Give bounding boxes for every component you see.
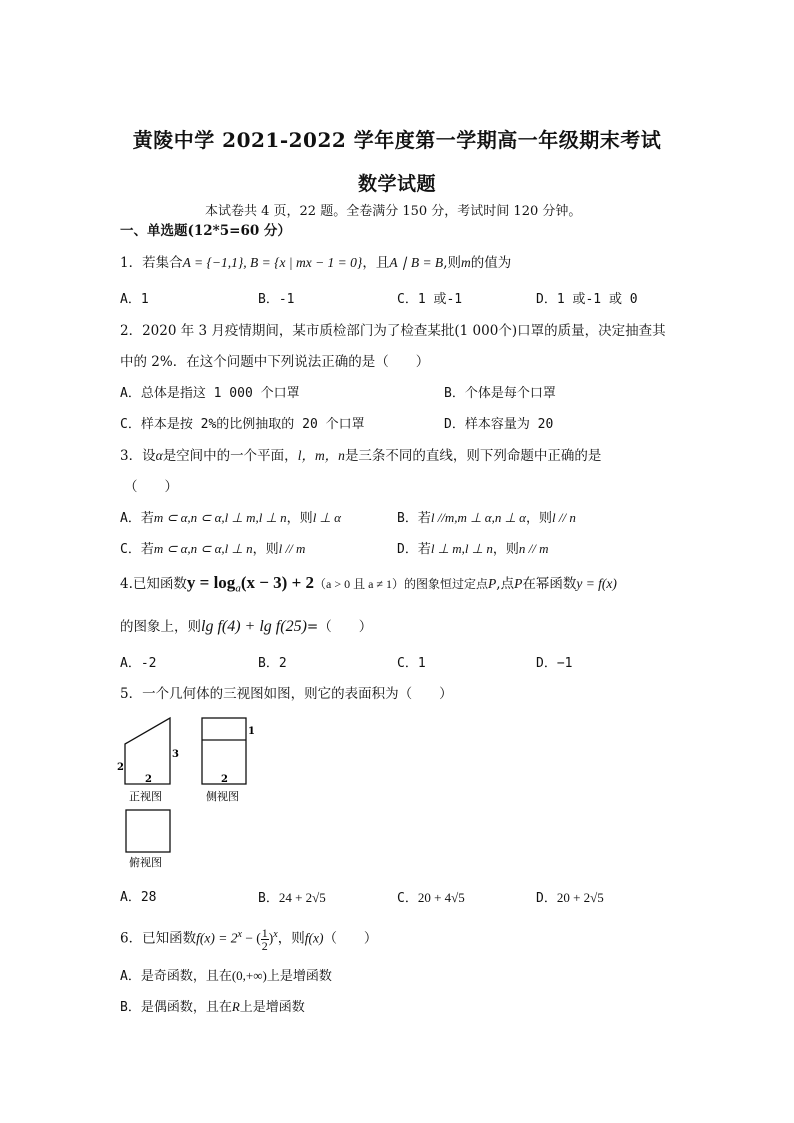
- q1-prefix: 1．若集合: [120, 255, 183, 271]
- q3-d-result: n // m: [518, 541, 549, 556]
- q5-b-label: B．: [258, 891, 279, 906]
- q6-option-a[interactable]: [120, 967, 332, 986]
- q6-mid: ，则: [277, 930, 305, 947]
- q6-a-prefix: A．是奇函数，且在: [120, 969, 232, 984]
- q6-fraction: [261, 927, 269, 952]
- q6-fx: f(x): [304, 930, 324, 946]
- q3-option-a[interactable]: [120, 509, 341, 528]
- q4-option-c[interactable]: C．1: [397, 656, 426, 671]
- exam-subtitle: 数学试题: [357, 173, 436, 195]
- q4-option-d[interactable]: D．−1: [536, 656, 573, 671]
- front-bottom-dim: 2: [145, 774, 152, 785]
- q1-condition: A ∣ B = B: [389, 255, 444, 270]
- q1-mid: ，且: [362, 255, 390, 271]
- side-view-label: 侧视图: [206, 790, 239, 803]
- q6-close: ): [268, 930, 274, 946]
- q3-mid: 是空间中的一个平面，: [162, 448, 298, 464]
- question-5: 5．一个几何体的三视图如图，则它的表面积为（ ）: [120, 686, 453, 702]
- question-1: [120, 254, 511, 272]
- q6-end: （ ）: [323, 930, 378, 947]
- q4-mid: ,点: [496, 576, 515, 592]
- q4-expression: lg f(4) + lg f(25): [201, 618, 307, 635]
- q4-line2-prefix: 的图象上，则: [120, 619, 201, 635]
- q1-end: 的值为: [470, 255, 512, 271]
- q3-b-tail: ，则: [526, 511, 553, 526]
- side-top-dim: 1: [248, 726, 255, 737]
- q4-condition: （a > 0 且 a ≠ 1）的图象恒过定点: [314, 577, 489, 591]
- top-view-shape: [126, 810, 170, 852]
- q4-base: a: [235, 582, 241, 595]
- q4-line2-end: =（ ）: [306, 619, 373, 635]
- q4-point-p: P: [488, 576, 497, 591]
- question-4-line2: [120, 618, 372, 636]
- q3-option-d[interactable]: [397, 540, 548, 559]
- q3-b-math: l //m,m ⊥ α,n ⊥ α: [430, 510, 526, 525]
- q5-d-label: D．: [536, 891, 557, 906]
- q6-func: f(x) = 2: [196, 930, 238, 946]
- q6-b-math: R: [231, 999, 240, 1014]
- q3-end: 是三条不同的直线，则下列命题中正确的是: [344, 448, 602, 464]
- q4-func-tail: (x − 3) + 2: [240, 573, 315, 592]
- question-6: [120, 926, 377, 952]
- q3-option-b[interactable]: [397, 509, 576, 528]
- q1-set-b: , B = {x | mx − 1 = 0}: [243, 255, 363, 270]
- q6-minus: − (: [241, 930, 261, 946]
- q6-frac-num: 1: [261, 925, 268, 940]
- q2-option-c[interactable]: C．样本是按 2%的比例抽取的 20 个口罩: [120, 417, 365, 432]
- q5-c-math: 20 + 4√5: [417, 890, 465, 905]
- front-view-label: 正视图: [129, 790, 162, 803]
- q1-option-d[interactable]: D．1 或-1 或 0: [536, 292, 638, 307]
- q4-point-p2: P: [514, 576, 523, 591]
- q1-suffix: ,则: [443, 255, 461, 271]
- q5-b-math: 24 + 2√5: [278, 890, 326, 905]
- q5-option-d[interactable]: [536, 889, 604, 908]
- q3-d-label: D．若: [397, 542, 431, 557]
- q5-option-b[interactable]: [258, 889, 326, 908]
- front-left-dim: 2: [117, 762, 124, 773]
- q3-a-label: A．若: [120, 511, 154, 526]
- q6-b-end: 上是增函数: [239, 1000, 305, 1015]
- q6-a-end: 上是增函数: [266, 969, 332, 984]
- q4-prefix: 4.已知函数: [120, 576, 187, 592]
- q5-option-c[interactable]: [397, 889, 465, 908]
- q4-option-b[interactable]: B．2: [258, 656, 287, 671]
- q6-a-math: (0,+∞): [231, 968, 267, 983]
- q3-option-c[interactable]: [120, 540, 305, 559]
- q1-option-b[interactable]: B．-1: [258, 292, 295, 307]
- q3-c-tail: ，则: [252, 542, 279, 557]
- question-2-line2: 中的 2%．在这个问题中下列说法正确的是（ ）: [120, 354, 430, 370]
- q3-b-result: l // n: [552, 510, 576, 525]
- q3-a-result: l ⊥ α: [312, 510, 341, 525]
- question-4-line1: [120, 574, 617, 598]
- q3-d-math: l ⊥ m,l ⊥ n: [430, 541, 493, 556]
- q1-option-a[interactable]: A．1: [120, 292, 149, 307]
- q3-a-math: m ⊂ α,n ⊂ α,l ⊥ m,l ⊥ n: [153, 510, 287, 525]
- q6-frac-den: 2: [261, 938, 268, 953]
- three-view-figure: [112, 712, 262, 872]
- q4-func: y = log: [186, 573, 236, 592]
- question-3: [120, 447, 601, 465]
- q1-option-c[interactable]: C．1 或-1: [397, 292, 463, 307]
- exam-title: 黄陵中学 2021-2022 学年度第一学期高一年级期末考试: [132, 128, 662, 152]
- q3-alpha: α: [155, 448, 163, 463]
- q1-set-a: A = {−1,1}: [182, 255, 244, 270]
- q6-exp2: x: [273, 929, 278, 940]
- q3-c-label: C．若: [120, 542, 154, 557]
- q3-d-tail: ，则: [492, 542, 519, 557]
- q5-c-label: C．: [397, 891, 418, 906]
- q3-c-math: m ⊂ α,n ⊂ α,l ⊥ n: [153, 541, 253, 556]
- q3-c-result: l // m: [278, 541, 306, 556]
- q6-prefix: 6．已知函数: [120, 930, 197, 947]
- q2-option-d[interactable]: D．样本容量为 20: [444, 417, 554, 432]
- q3-lines: l，m，n: [297, 448, 345, 463]
- side-bottom-dim: 2: [221, 774, 228, 785]
- question-2-line1: 2．2020 年 3 月疫情期间，某市质检部门为了检查某批(1 000个)口罩的质量，决定抽查其: [120, 323, 666, 339]
- section-heading: 一、单选题(12*5=60 分）: [120, 223, 291, 239]
- q6-option-b[interactable]: [120, 998, 305, 1017]
- q6-exp: x: [237, 929, 242, 940]
- q3-b-label: B．若: [397, 511, 431, 526]
- top-view-label: 俯视图: [129, 856, 162, 869]
- q2-option-b[interactable]: B．个体是每个口罩: [444, 386, 556, 401]
- front-right-dim: 3: [172, 749, 179, 760]
- q5-option-a[interactable]: A．28: [120, 890, 157, 905]
- q2-option-a[interactable]: A．总体是指这 1 000 个口罩: [120, 386, 300, 401]
- q3-prefix: 3．设: [120, 448, 156, 464]
- q4-option-a[interactable]: A．-2: [120, 656, 157, 671]
- q3-a-tail: ，则: [286, 511, 313, 526]
- q4-power-func: y = f(x): [576, 576, 617, 591]
- q6-b-prefix: B．是偶函数，且在: [120, 1000, 232, 1015]
- question-3-paren: （ ）: [124, 479, 178, 495]
- q5-d-math: 20 + 2√5: [556, 890, 604, 905]
- q1-var: m: [460, 255, 471, 270]
- exam-info: 本试卷共 4 页，22 题。全卷满分 150 分，考试时间 120 分钟。: [205, 204, 582, 219]
- q4-mid2: 在幂函数: [522, 576, 577, 592]
